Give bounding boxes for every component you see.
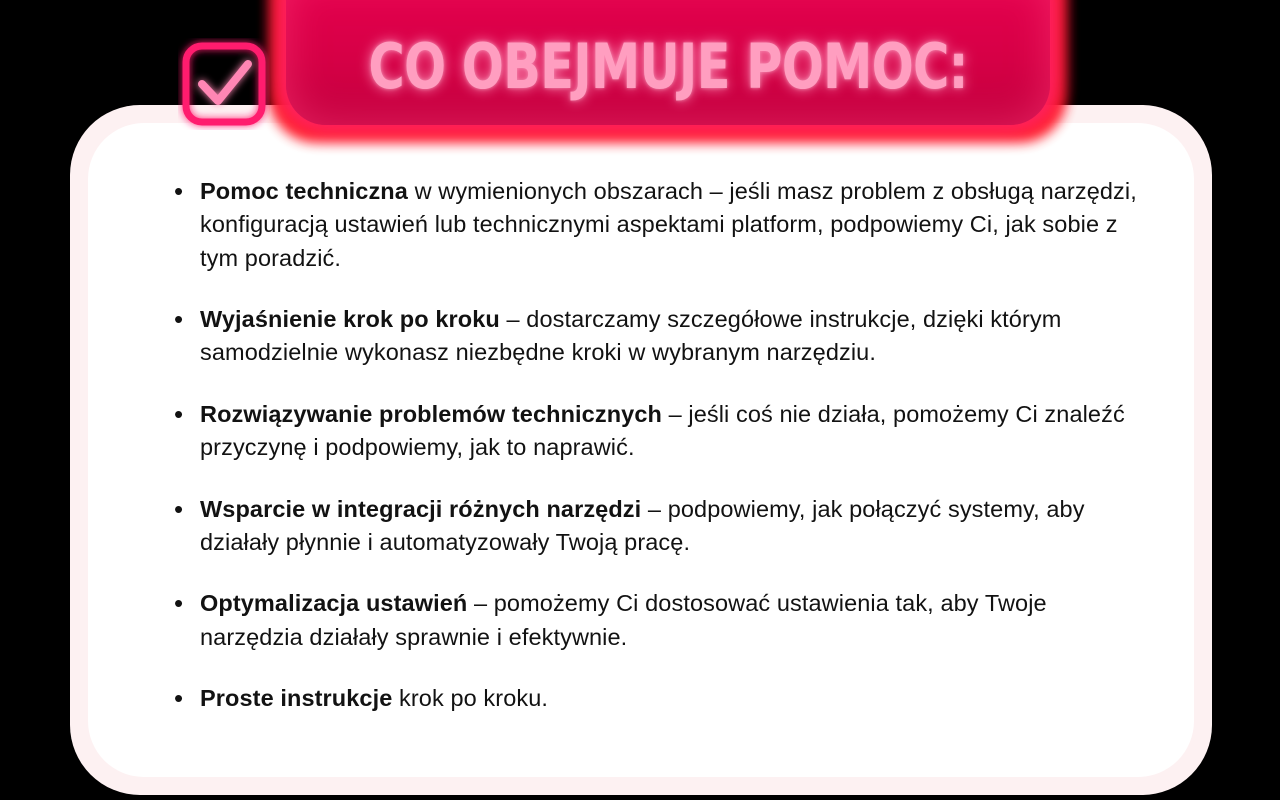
list-item-text: – dostarczamy szczegółowe instrukcje, dzięki którym samodzielnie wykonasz niezbędne kroki w wybranym narzędziu. bbox=[200, 306, 1062, 366]
header-banner bbox=[268, 0, 1068, 142]
list-item-bold: Wyjaśnienie krok po kroku bbox=[200, 306, 500, 333]
page-title: CO OBEJMUJE POMOC: bbox=[368, 30, 968, 103]
list-item-bold: Pomoc techniczna bbox=[200, 178, 408, 204]
benefits-list bbox=[168, 175, 1144, 743]
list-item-bold: Proste instrukcje bbox=[200, 684, 393, 711]
list-item bbox=[168, 682, 1144, 715]
list-item-text: – podpowiemy, jak połączyć systemy, aby działały płynnie i automatyzowały Twoją pracę. bbox=[200, 495, 1085, 555]
list-item bbox=[168, 175, 1144, 275]
list-item-bold: Wsparcie w integracji różnych narzędzi bbox=[200, 495, 642, 522]
list-item bbox=[168, 303, 1144, 370]
list-item-bold: Rozwiązywanie problemów technicznych bbox=[200, 400, 662, 427]
list-item bbox=[168, 493, 1144, 560]
list-item-text: w wymienionych obszarach – jeśli masz problem z obsługą narzędzi, konfiguracją ustawień lub technicznymi aspektami platform, podpowiemy Ci, jak sobie z tym poradzić. bbox=[200, 178, 1137, 271]
list-item-bold: Optymalizacja ustawień bbox=[200, 590, 468, 617]
list-item-text: – pomożemy Ci dostosować ustawienia tak, aby Twoje narzędzia działały sprawnie i efektywnie. bbox=[200, 590, 1047, 650]
list-item-text: – jeśli coś nie działa, pomożemy Ci znaleźć przyczynę i podpowiemy, jak to naprawić. bbox=[200, 400, 1125, 461]
list-item bbox=[168, 587, 1144, 654]
list-item-text: krok po kroku. bbox=[392, 684, 549, 711]
list-item bbox=[168, 398, 1144, 465]
checkbox-checked-icon bbox=[178, 38, 270, 130]
